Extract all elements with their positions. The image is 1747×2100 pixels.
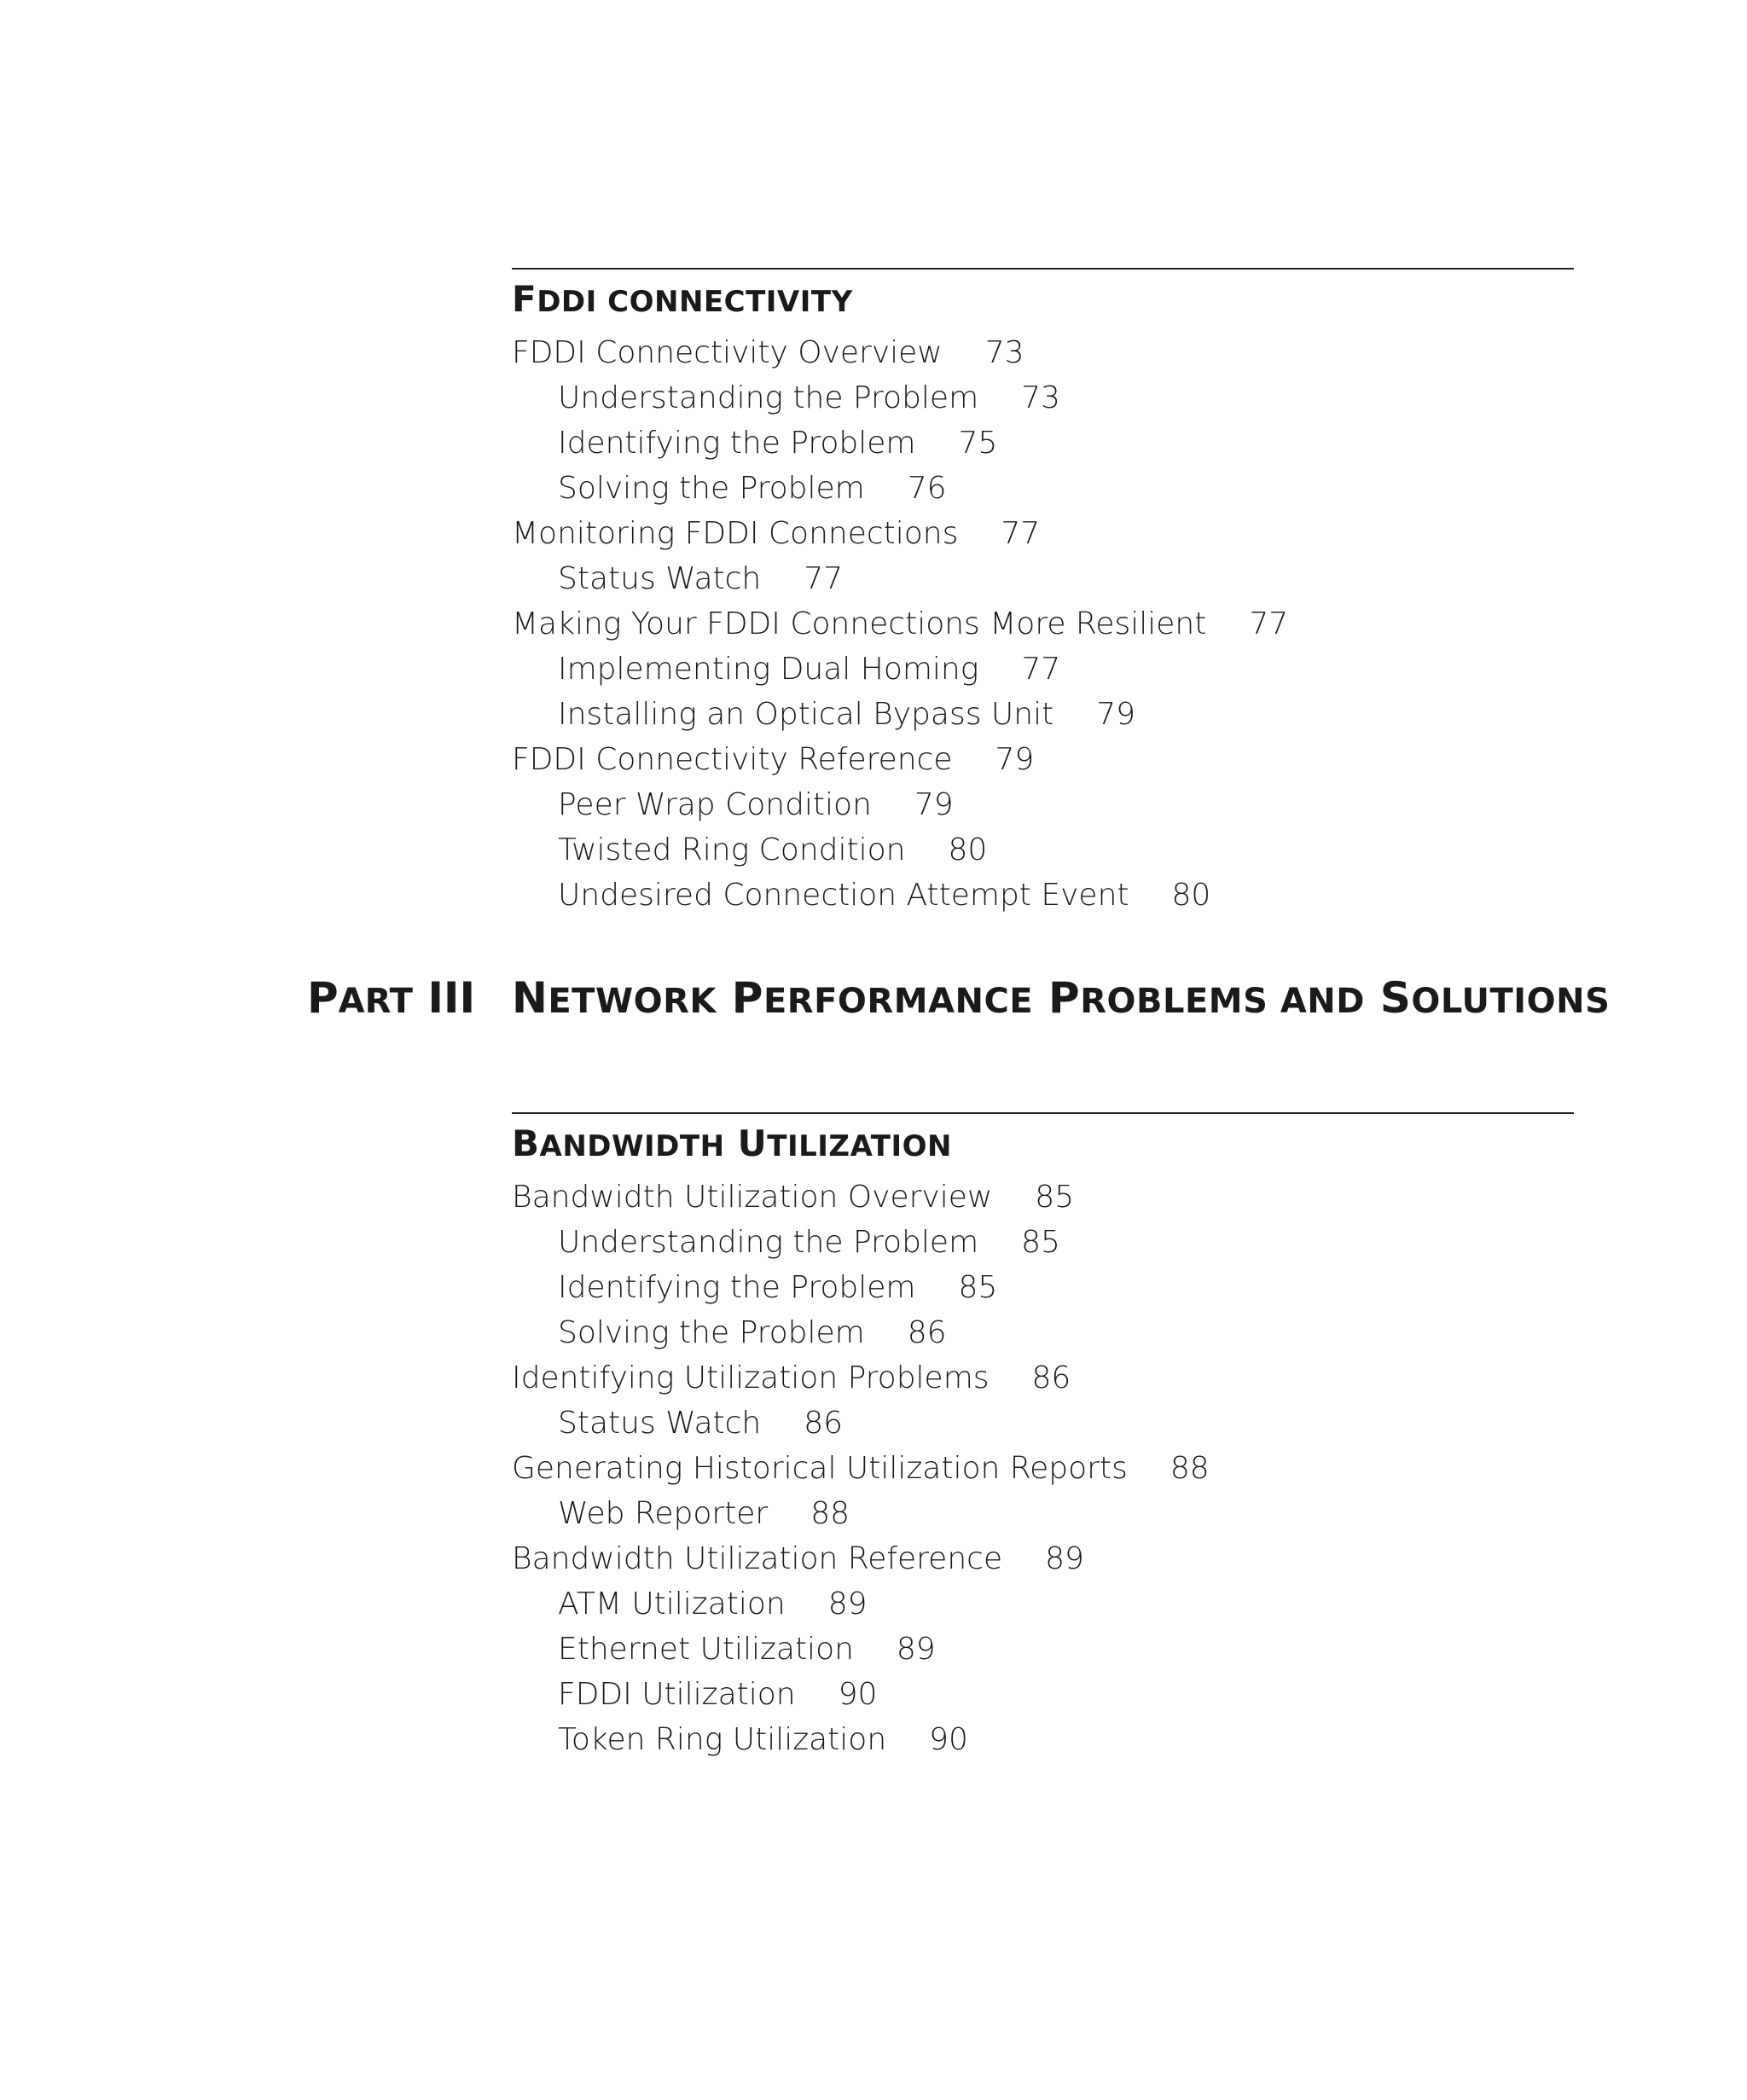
toc-entry[interactable] xyxy=(512,330,1574,375)
toc-entry-title: Bandwidth Utilization Reference xyxy=(512,1541,1003,1576)
part-label: PART III xyxy=(307,973,476,1023)
toc-entry-page: 85 xyxy=(958,1270,998,1305)
toc-entry-title: Identifying the Problem xyxy=(558,426,916,461)
toc-entry-title: Ethernet Utilization xyxy=(558,1632,854,1667)
toc-entry[interactable] xyxy=(512,1581,1574,1627)
toc-entry-title: Token Ring Utilization xyxy=(558,1722,887,1757)
toc-entry-title: Installing an Optical Bypass Unit xyxy=(558,697,1054,732)
toc-entry-page: 79 xyxy=(995,742,1035,777)
toc-entry[interactable] xyxy=(512,647,1574,692)
toc-entry-page: 85 xyxy=(1021,1225,1060,1260)
toc-entry-page: 80 xyxy=(1171,878,1211,913)
toc-entry-page: 79 xyxy=(914,787,954,822)
toc-entry-title: Generating Historical Utilization Reports xyxy=(512,1451,1128,1486)
toc-entry-page: 89 xyxy=(896,1632,936,1667)
toc-entry-page: 77 xyxy=(804,561,844,596)
toc-entry-title: Identifying the Problem xyxy=(558,1270,916,1305)
toc-entry-title: Monitoring FDDI Connections xyxy=(512,516,959,551)
toc-entry-page: 73 xyxy=(1021,380,1060,415)
toc-entry-page: 77 xyxy=(1021,652,1061,687)
toc-entry-page: 90 xyxy=(838,1677,878,1712)
toc-entry-title: Web Reporter xyxy=(558,1496,769,1531)
section-rule xyxy=(512,1112,1574,1114)
toc-entry[interactable] xyxy=(512,1355,1574,1401)
toc-entry-page: 73 xyxy=(984,335,1024,370)
toc-entry-title: Identifying Utilization Problems xyxy=(512,1360,990,1395)
toc-entry-page: 86 xyxy=(804,1406,844,1441)
toc-entry-page: 76 xyxy=(907,471,947,506)
toc-entry-page: 79 xyxy=(1096,697,1135,732)
toc-entry[interactable] xyxy=(512,827,1574,873)
part-title: NETWORK PERFORMANCE PROBLEMS AND SOLUTIONS xyxy=(512,973,1611,1023)
fddi-toc-list xyxy=(512,330,1574,918)
toc-entry[interactable] xyxy=(512,1446,1574,1491)
toc-entry[interactable] xyxy=(512,782,1574,827)
toc-entry-title: Status Watch xyxy=(558,1406,762,1441)
toc-entry[interactable] xyxy=(512,1220,1574,1265)
chapter-title-bandwidth-utilization: BANDWIDTH UTILIZATION xyxy=(512,1123,952,1164)
bandwidth-utilization-section xyxy=(512,1112,1574,1762)
toc-entry[interactable] xyxy=(512,556,1574,601)
toc-entry-title: Undesired Connection Attempt Event xyxy=(558,878,1129,913)
toc-entry[interactable] xyxy=(512,737,1574,782)
toc-entry-title: Making Your FDDI Connections More Resilient xyxy=(512,606,1207,641)
toc-entry[interactable] xyxy=(512,1536,1574,1581)
toc-entry-title: FDDI Connectivity Reference xyxy=(512,742,953,777)
toc-entry-title: Twisted Ring Condition xyxy=(558,832,906,867)
toc-entry-page: 88 xyxy=(810,1496,850,1531)
toc-entry-page: 86 xyxy=(907,1315,947,1350)
toc-entry[interactable] xyxy=(512,1265,1574,1310)
toc-entry-page: 77 xyxy=(1001,516,1041,551)
toc-entry[interactable] xyxy=(512,421,1574,466)
toc-entry-title: Understanding the Problem xyxy=(558,380,979,415)
toc-entry-page: 86 xyxy=(1031,1360,1071,1395)
toc-entry-title: FDDI Connectivity Overview xyxy=(512,335,943,370)
toc-entry[interactable] xyxy=(512,1627,1574,1672)
toc-entry[interactable] xyxy=(512,1672,1574,1717)
toc-entry[interactable] xyxy=(512,511,1574,556)
toc-entry[interactable] xyxy=(512,375,1574,421)
toc-entry-title: Bandwidth Utilization Overview xyxy=(512,1180,993,1215)
toc-entry-page: 85 xyxy=(1035,1180,1075,1215)
toc-entry-page: 80 xyxy=(948,832,988,867)
toc-entry[interactable] xyxy=(512,1491,1574,1536)
toc-entry[interactable] xyxy=(512,1717,1574,1762)
toc-entry-page: 89 xyxy=(827,1587,868,1621)
toc-entry[interactable] xyxy=(512,601,1574,647)
toc-entry-title: FDDI Utilization xyxy=(558,1677,796,1712)
chapter-title-fddi-connectivity: FDDI CONNECTIVITY xyxy=(512,278,853,320)
toc-entry[interactable] xyxy=(512,1401,1574,1446)
toc-entry-page: 90 xyxy=(929,1722,968,1757)
part-heading xyxy=(0,972,1747,1024)
toc-entry[interactable] xyxy=(512,1175,1574,1220)
toc-entry-page: 88 xyxy=(1170,1451,1210,1486)
toc-entry-title: Solving the Problem xyxy=(558,471,865,506)
toc-entry[interactable] xyxy=(512,466,1574,511)
toc-entry-title: Implementing Dual Homing xyxy=(558,652,979,687)
fddi-connectivity-section xyxy=(512,268,1574,918)
toc-entry-page: 89 xyxy=(1045,1541,1084,1576)
toc-entry-title: Peer Wrap Condition xyxy=(558,787,872,822)
toc-entry-title: ATM Utilization xyxy=(558,1587,786,1621)
toc-entry-title: Understanding the Problem xyxy=(558,1225,979,1260)
bandwidth-toc-list xyxy=(512,1175,1574,1762)
toc-entry[interactable] xyxy=(512,873,1574,918)
section-rule xyxy=(512,268,1574,270)
toc-entry[interactable] xyxy=(512,1310,1574,1355)
toc-entry[interactable] xyxy=(512,692,1574,737)
toc-entry-page: 77 xyxy=(1249,606,1289,641)
toc-entry-title: Solving the Problem xyxy=(558,1315,865,1350)
toc-entry-title: Status Watch xyxy=(558,561,762,596)
toc-entry-page: 75 xyxy=(958,426,998,461)
